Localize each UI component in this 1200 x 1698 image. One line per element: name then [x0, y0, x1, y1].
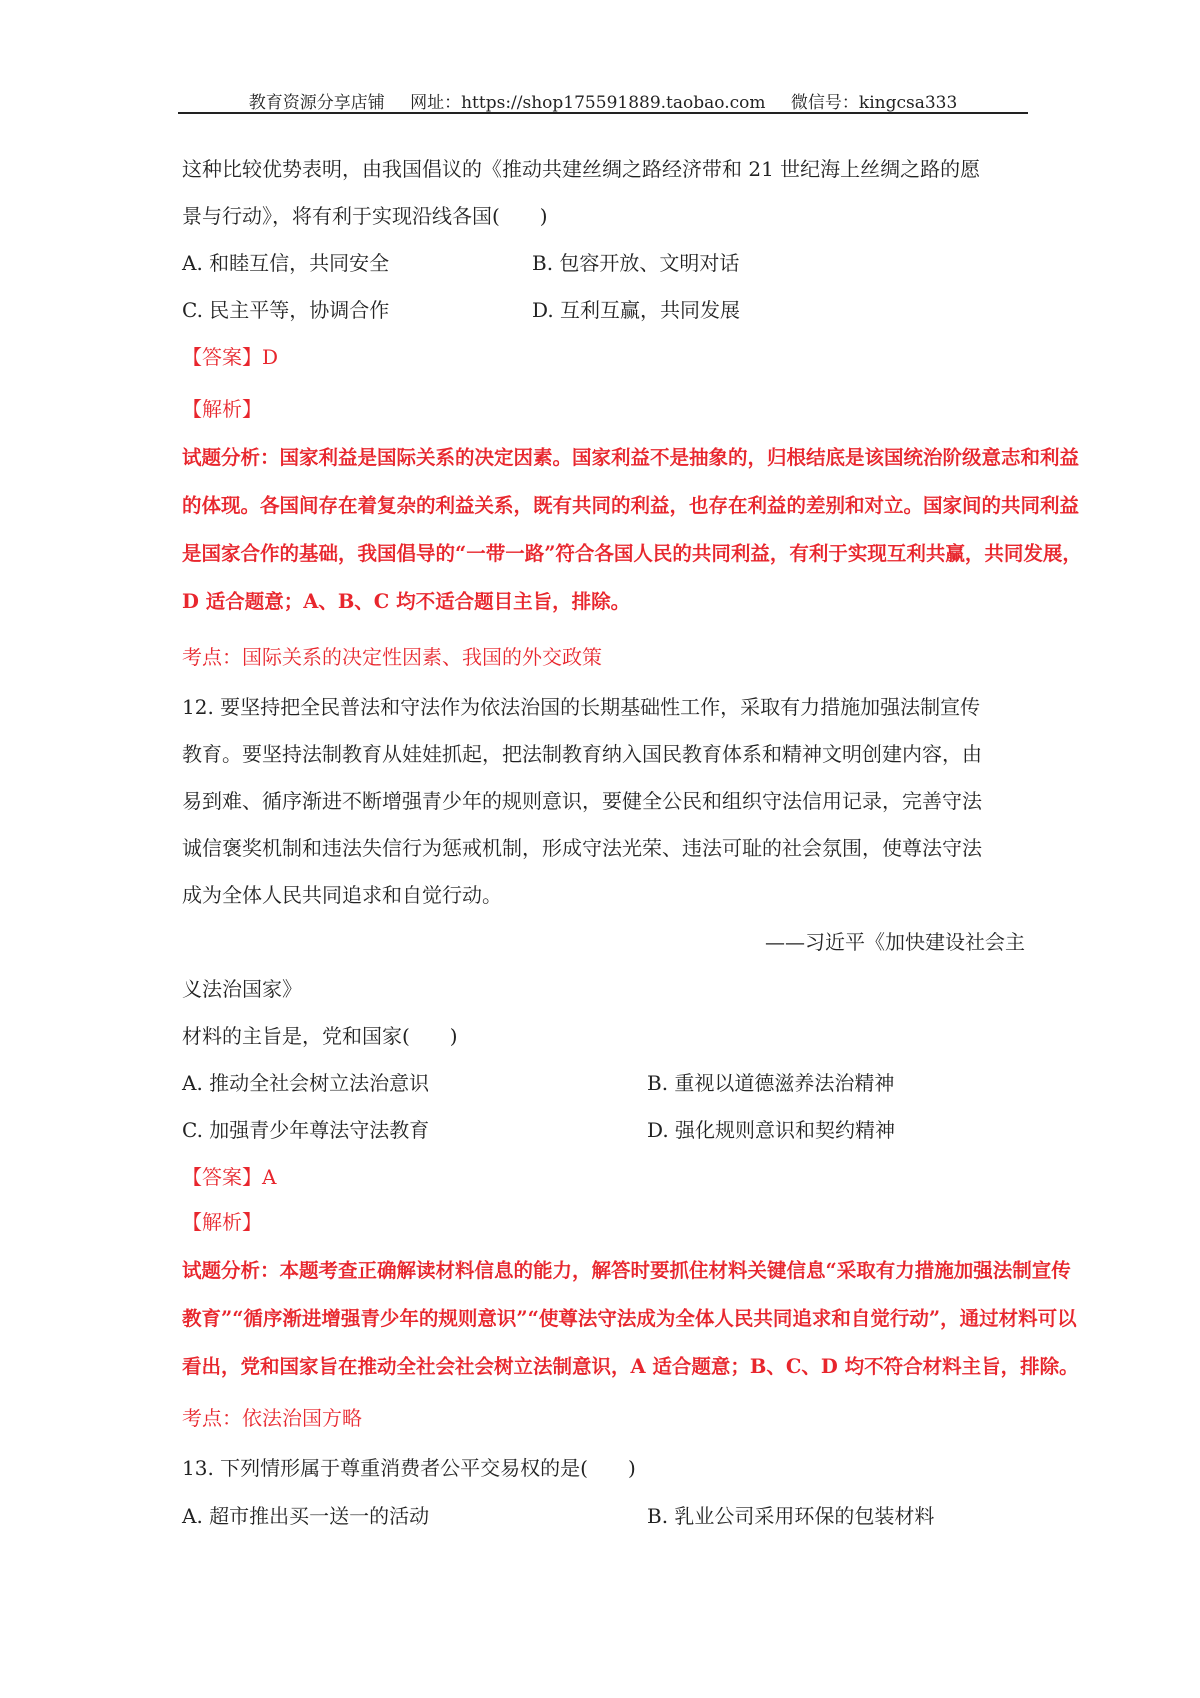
q11-option-b: B. 包容开放、文明对话	[532, 251, 740, 275]
q12-option-a: A. 推动全社会树立法治意识	[182, 1071, 430, 1095]
q11-option-d: D. 互利互赢，共同发展	[532, 298, 741, 322]
q12-source-line-2: 义法治国家》	[182, 977, 302, 1001]
q12-keypoint: 考点：依法治国方略	[182, 1406, 362, 1430]
q12-stem-line-1: 12. 要坚持把全民普法和守法作为依法治国的长期基础性工作，采取有力措施加强法制宣传	[182, 695, 981, 719]
q12-source-line-1: ——习近平《加快建设社会主	[765, 930, 1025, 954]
q12-question: 材料的主旨是，党和国家( )	[182, 1024, 458, 1048]
q11-analysis-line-1: 试题分析：国家利益是国际关系的决定因素。国家利益不是抽象的，归根结底是该国统治阶级意志和利益	[182, 446, 1080, 469]
q11-option-a: A. 和睦互信，共同安全	[182, 251, 390, 275]
q13-option-a: A. 超市推出买一送一的活动	[182, 1504, 430, 1528]
q11-keypoint: 考点：国际关系的决定性因素、我国的外交政策	[182, 645, 602, 669]
q11-analysis-line-2: 的体现。各国间存在着复杂的利益关系，既有共同的利益，也存在利益的差别和对立。国家间的共同利益	[182, 494, 1080, 517]
q12-analysis-line-3: 看出，党和国家旨在推动全社会社会树立法制意识，A 适合题意；B、C、D 均不符合材料主旨，排除。	[182, 1355, 1079, 1378]
q12-analysis-line-1: 试题分析：本题考查正确解读材料信息的能力，解答时要抓住材料关键信息“采取有力措施加强法制宣传	[182, 1259, 1071, 1282]
q13-stem: 13. 下列情形属于尊重消费者公平交易权的是( )	[182, 1456, 636, 1480]
q12-stem-line-5: 成为全体人民共同追求和自觉行动。	[182, 883, 502, 907]
q11-analysis-line-4: D 适合题意；A、B、C 均不适合题目主旨，排除。	[182, 590, 631, 613]
q12-stem-line-2: 教育。要坚持法制教育从娃娃抓起，把法制教育纳入国民教育体系和精神文明创建内容，由	[182, 742, 982, 766]
header-site: 网址：https://shop175591889.taobao.com	[410, 93, 766, 113]
header-wechat: 微信号：kingcsa333	[790, 93, 958, 113]
q12-option-b: B. 重视以道德滋养法治精神	[647, 1071, 895, 1095]
q13-option-b: B. 乳业公司采用环保的包装材料	[647, 1504, 935, 1528]
q11-analysis-title: 【解析】	[182, 397, 262, 421]
q12-analysis-line-2: 教育”“循序渐进增强青少年的规则意识”“使尊法守法成为全体人民共同追求和自觉行动”，通过材料可以	[182, 1307, 1077, 1330]
q12-answer: 【答案】A	[182, 1165, 277, 1189]
q12-option-d: D. 强化规则意识和契约精神	[647, 1118, 896, 1142]
q11-stem-line-1: 这种比较优势表明，由我国倡议的《推动共建丝绸之路经济带和 21 世纪海上丝绸之路的愿	[182, 157, 981, 181]
q11-stem-line-2: 景与行动》，将有利于实现沿线各国( )	[182, 204, 548, 228]
header-shop: 教育资源分享店铺	[248, 93, 385, 113]
q12-analysis-title: 【解析】	[182, 1210, 262, 1234]
q12-stem-line-3: 易到难、循序渐进不断增强青少年的规则意识，要健全公民和组织守法信用记录，完善守法	[182, 789, 982, 813]
q11-answer: 【答案】D	[182, 345, 279, 369]
q12-stem-line-4: 诚信褒奖机制和违法失信行为惩戒机制，形成守法光荣、违法可耻的社会氛围，使尊法守法	[182, 836, 982, 860]
q12-option-c: C. 加强青少年尊法守法教育	[182, 1118, 430, 1142]
q11-option-c: C. 民主平等，协调合作	[182, 298, 390, 322]
page-header	[178, 88, 1028, 114]
q11-analysis-line-3: 是国家合作的基础，我国倡导的“一带一路”符合各国人民的共同利益，有利于实现互利共赢，共同发展，	[182, 542, 1082, 565]
